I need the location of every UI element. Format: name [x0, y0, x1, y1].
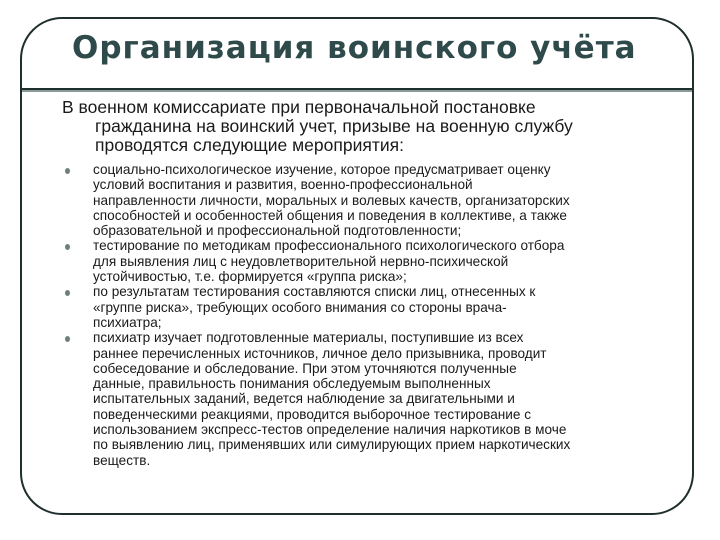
bullet-icon — [65, 336, 70, 342]
list-item-line: психиатр изучает подготовленные материалы, поступившие из всех — [93, 330, 524, 346]
list-item-line: испытательных заданий, ведется наблюдение за двигательными и — [93, 391, 515, 407]
list-item-line: образовательной и профессиональной подготовленности; — [93, 223, 462, 239]
intro-line: В военном комиссариате при первоначальной постановке — [62, 97, 536, 117]
list-item-line: способностей и особенностей общения и поведения в коллективе, а также — [93, 207, 567, 223]
list-item-line: психиатра; — [93, 314, 162, 330]
bullet-icon — [65, 290, 70, 296]
page-title: Организация воинского учёта — [72, 30, 637, 66]
list-item-line: раннее перечисленных источников, личное дело призывника, проводит — [93, 345, 547, 361]
intro-paragraph — [62, 98, 662, 155]
list-item-line: условий воспитания и развития, военно-профессиональной — [93, 177, 473, 193]
bullet-icon — [65, 244, 70, 250]
list-item-line: использованием экспресс-тестов определение наличия наркотиков в моче — [93, 422, 567, 438]
list-item-line: данные, правильность понимания обследуемым выполненных — [93, 376, 491, 392]
list-item-line: «группе риска», требующих особого внимания со стороны врача- — [93, 299, 507, 315]
list-item-line: устойчивостью, т.е. формируется «группа риска»; — [93, 269, 407, 285]
list-item-line: собеседование и обследование. При этом уточняются полученные — [93, 360, 517, 376]
list-item-line: по выявлению лиц, применявших или симулирующих прием наркотических — [93, 437, 571, 453]
intro-line: гражданина на воинский учет, призыве на военную службу — [95, 116, 573, 136]
title-divider-shadow — [22, 90, 692, 92]
list-item — [62, 330, 672, 468]
list-item-line: социально-психологическое изучение, которое предусматривает оценку — [93, 162, 551, 177]
bullet-icon — [65, 168, 70, 174]
list-item-line: направленности личности, моральных и волевых качеств, организаторских — [93, 192, 570, 208]
list-item — [62, 238, 672, 284]
intro-line: проводятся следующие мероприятия: — [95, 135, 404, 155]
list-item — [62, 284, 672, 330]
list-item-line: тестирование по методикам профессионального психологического отбора — [93, 238, 565, 254]
measures-list — [62, 162, 672, 468]
list-item — [62, 162, 672, 238]
list-item-line: веществ. — [93, 452, 151, 468]
list-item-line: поведенческими реакциями, проводится выборочное тестирование с — [93, 406, 532, 422]
list-item-line: по результатам тестирования составляются списки лиц, отнесенных к — [93, 284, 536, 300]
list-item-line: для выявления лиц с неудовлетворительной нервно-психической — [93, 253, 509, 269]
